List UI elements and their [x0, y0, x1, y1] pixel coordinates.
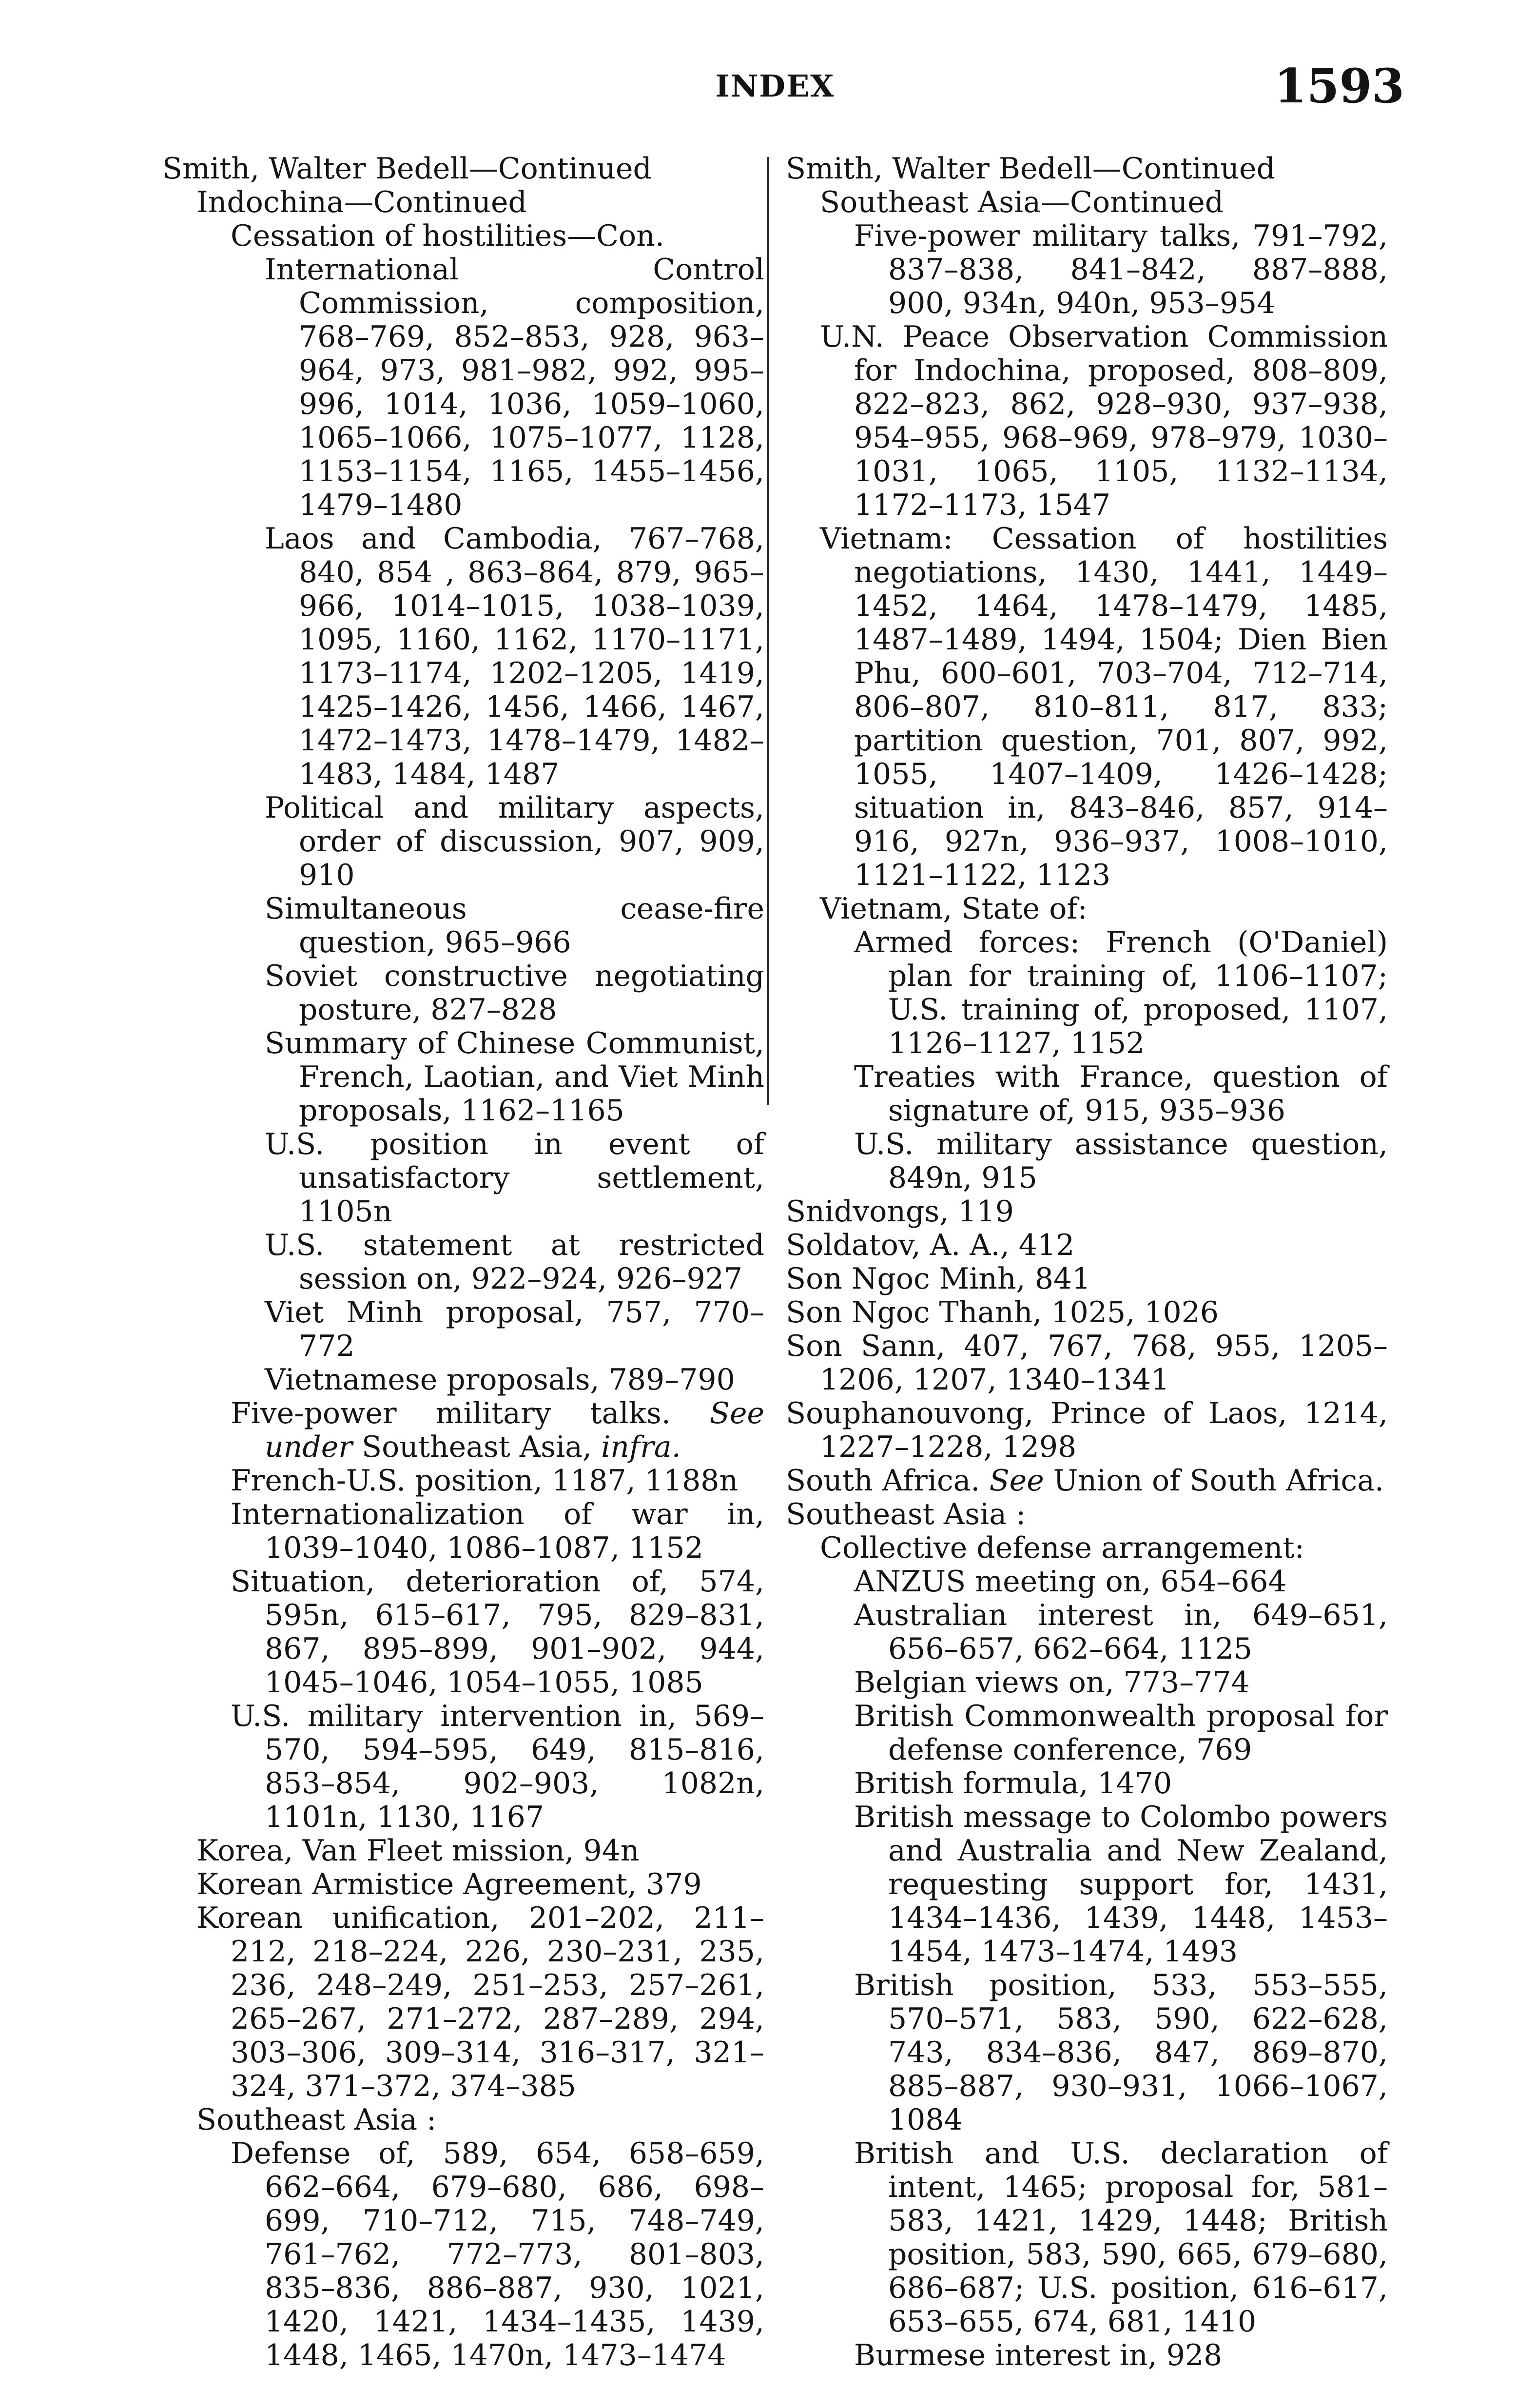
- index-entry: [162, 2137, 764, 2372]
- index-entry: [162, 1296, 764, 1363]
- index-entry: [786, 892, 1388, 926]
- index-entry: [162, 1834, 764, 1868]
- index-entry: [786, 1531, 1388, 1565]
- index-entry: [786, 186, 1388, 219]
- entry-text: Vietnamese proposals, 789–790: [265, 1363, 735, 1397]
- index-entry: [162, 1464, 764, 1498]
- index-entry: [162, 892, 764, 959]
- index-entry: [786, 1330, 1388, 1397]
- entry-text: British and U.S. declaration of intent, 1465; proposal for, 581–583, 1421, 1429, 1448; British position, 583, 590, 665, 679–680, 686–687; U.S. position, 616–617, 653–655, 674, 681, 1410: [854, 2136, 1388, 2339]
- index-entry: [786, 1767, 1388, 1801]
- entry-text: Smith, Walter Bedell—Continued: [162, 152, 652, 186]
- entry-text: U.S. statement at restricted session on, 922–924, 926–927: [265, 1228, 764, 1296]
- index-entry: [162, 1229, 764, 1296]
- entry-text: Southeast Asia :: [196, 2103, 437, 2137]
- see-infra: infra.: [601, 1430, 681, 1464]
- entry-text: Five-power military talks.: [231, 1396, 671, 1430]
- see-target: Union of South Africa.: [1053, 1464, 1384, 1498]
- entry-text: Vietnam, State of:: [820, 892, 1088, 926]
- entry-text: Internationalization of war in, 1039–1040, 1086–1087, 1152: [231, 1497, 764, 1565]
- index-entry: [786, 2339, 1388, 2372]
- index-entry: [162, 186, 764, 219]
- index-entry: [786, 1599, 1388, 1666]
- index-entry: [786, 926, 1388, 1060]
- index-entry: [162, 1397, 764, 1464]
- index-entry: [162, 1700, 764, 1834]
- index-entry: [162, 253, 764, 522]
- entry-text: Armed forces: French (O'Daniel) plan for training of, 1106–1107; U.S. training of, proposed, 1107, 1126–1127, 1152: [854, 925, 1388, 1060]
- index-entry: [786, 1498, 1388, 1531]
- index-entry: [162, 1363, 764, 1397]
- see-reference: See: [709, 1396, 764, 1430]
- entry-text: Australian interest in, 649–651, 656–657, 662–664, 1125: [854, 1598, 1388, 1666]
- index-entry: [162, 1901, 764, 2103]
- entry-text: Southeast Asia—Continued: [820, 185, 1224, 219]
- entry-text: Collective defense arrangement:: [820, 1531, 1304, 1565]
- entry-text: U.S. military intervention in, 569–570, 594–595, 649, 815–816, 853–854, 902–903, 1082n, 1101n, 1130, 1167: [231, 1699, 764, 1834]
- index-entry: [162, 522, 764, 791]
- entry-text: Son Ngoc Thanh, 1025, 1026: [786, 1295, 1219, 1330]
- index-entry: [786, 219, 1388, 320]
- index-entry: [786, 1296, 1388, 1330]
- see-under: under: [265, 1430, 352, 1464]
- entry-text: British formula, 1470: [854, 1766, 1172, 1801]
- entry-text: French-U.S. position, 1187, 1188n: [231, 1464, 739, 1498]
- index-entry: [162, 1128, 764, 1229]
- index-entry: [162, 791, 764, 892]
- index-entry: [786, 1229, 1388, 1262]
- index-entry: [786, 1262, 1388, 1296]
- index-entry: [162, 1868, 764, 1901]
- index-entry: [786, 320, 1388, 522]
- entry-text: Laos and Cambodia, 767–768, 840, 854 , 863–864, 879, 965–966, 1014–1015, 1038–1039, 1095, 1160, 1162, 1170–1171, 1173–1174, 1202–1205, 1419, 1425–1426, 1456, 1466, 1467, 1472–1473, 1478–1479, 1482–1483, 1484, 1487: [265, 522, 764, 791]
- entry-text: Summary of Chinese Communist, French, Laotian, and Viet Minh proposals, 1162–1165: [265, 1026, 764, 1128]
- index-entry: [162, 152, 764, 186]
- entry-text: Soldatov, A. A., 412: [786, 1228, 1075, 1262]
- entry-text: Treaties with France, question of signature of, 915, 935–936: [854, 1060, 1388, 1128]
- see-reference: See: [989, 1464, 1044, 1498]
- see-target: Southeast Asia,: [361, 1430, 592, 1464]
- entry-text: Souphanouvong, Prince of Laos, 1214, 1227–1228, 1298: [786, 1396, 1388, 1464]
- entry-text: Korea, Van Fleet mission, 94n: [196, 1834, 640, 1868]
- index-entry: [786, 1195, 1388, 1229]
- entry-text: Soviet constructive negotiating posture, 827–828: [265, 959, 764, 1027]
- entry-text: Indochina—Continued: [196, 185, 527, 219]
- entry-text: Belgian views on, 773–774: [854, 1665, 1250, 1700]
- page-number: 1593: [1274, 59, 1404, 114]
- entry-text: Southeast Asia :: [786, 1497, 1026, 1531]
- entry-text: Smith, Walter Bedell—Continued: [786, 152, 1275, 186]
- column-divider: [767, 157, 769, 1105]
- entry-text: South Africa.: [786, 1464, 980, 1498]
- entry-text: Cessation of hostilities—Con.: [231, 219, 664, 253]
- entry-text: Snidvongs, 119: [786, 1194, 1014, 1229]
- entry-text: ANZUS meeting on, 654–664: [854, 1565, 1287, 1599]
- entry-text: U.S. military assistance question, 849n, 915: [854, 1127, 1388, 1195]
- entry-text: Korean Armistice Agreement, 379: [196, 1867, 702, 1901]
- index-entry: [162, 959, 764, 1027]
- entry-text: Defense of, 589, 654, 658–659, 662–664, 679–680, 686, 698–699, 710–712, 715, 748–749, 761–762, 772–773, 801–803, 835–836, 886–887, 930, 1021, 1420, 1421, 1434–1435, 1439, 1448, 1465, 1470n, 1473–1474: [231, 2136, 764, 2372]
- index-entry: [786, 1801, 1388, 1969]
- index-entry: [162, 1565, 764, 1700]
- index-entry: [162, 1498, 764, 1565]
- left-column: [162, 152, 764, 2372]
- entry-text: Burmese interest in, 928: [854, 2338, 1223, 2372]
- entry-text: Korean unification, 201–202, 211–212, 218–224, 226, 230–231, 235, 236, 248–249, 251–253, 257–261, 265–267, 271–272, 287–289, 294, 303–306, 309–314, 316–317, 321–324, 371–372, 374–385: [196, 1901, 764, 2103]
- entry-text: U.N. Peace Observation Commission for Indochina, proposed, 808–809, 822–823, 862, 928–930, 937–938, 954–955, 968–969, 978–979, 1030–1031, 1065, 1105, 1132–1134, 1172–1173, 1547: [820, 320, 1388, 522]
- right-column: [786, 152, 1388, 2372]
- entry-text: U.S. position in event of unsatisfactory settlement, 1105n: [265, 1127, 764, 1229]
- index-entry: [786, 1565, 1388, 1599]
- index-entry: [162, 1027, 764, 1128]
- entry-text: Political and military aspects, order of discussion, 907, 909, 910: [265, 791, 764, 892]
- entry-text: Simultaneous cease-fire question, 965–966: [265, 892, 764, 959]
- index-entry: [786, 1969, 1388, 2137]
- entry-text: Situation, deterioration of, 574, 595n, 615–617, 795, 829–831, 867, 895–899, 901–902, 944, 1045–1046, 1054–1055, 1085: [231, 1565, 764, 1700]
- entry-text: Viet Minh proposal, 757, 770–772: [265, 1295, 764, 1363]
- index-entry: [162, 2103, 764, 2137]
- index-entry: [786, 1128, 1388, 1195]
- index-entry: [786, 152, 1388, 186]
- entry-text: Son Sann, 407, 767, 768, 955, 1205–1206, 1207, 1340–1341: [786, 1329, 1388, 1397]
- index-entry: [786, 1397, 1388, 1464]
- entry-text: Vietnam: Cessation of hostilities negotiations, 1430, 1441, 1449–1452, 1464, 1478–1479, 1485, 1487–1489, 1494, 1504; Dien Bien Phu, 600–601, 703–704, 712–714, 806–807, 810–811, 817, 833; partition question, 701, 807, 992, 1055, 1407–1409, 1426–1428; situation in, 843–846, 857, 914–916, 927n, 936–937, 1008–1010, 1121–1122, 1123: [820, 522, 1388, 892]
- entry-text: British Commonwealth proposal for defense conference, 769: [854, 1699, 1388, 1767]
- index-entry: [786, 2137, 1388, 2339]
- entry-text: British position, 533, 553–555, 570–571, 583, 590, 622–628, 743, 834–836, 847, 869–870, 885–887, 930–931, 1066–1067, 1084: [854, 1968, 1388, 2137]
- entry-text: International Control Commission, composition, 768–769, 852–853, 928, 963–964, 973, 981–982, 992, 995–996, 1014, 1036, 1059–1060, 1065–1066, 1075–1077, 1128, 1153–1154, 1165, 1455–1456, 1479–1480: [265, 253, 764, 522]
- index-entry: [786, 1464, 1388, 1498]
- entry-text: Five-power military talks, 791–792, 837–838, 841–842, 887–888, 900, 934n, 940n, 953–954: [854, 219, 1388, 320]
- index-entry: [786, 1666, 1388, 1700]
- index-entry: [162, 219, 764, 253]
- running-title: INDEX: [715, 68, 835, 104]
- index-entry: [786, 1700, 1388, 1767]
- entry-text: British message to Colombo powers and Australia and New Zealand, requesting support for, 1431, 1434–1436, 1439, 1448, 1453–1454, 1473–1474, 1493: [854, 1800, 1388, 1969]
- index-entry: [786, 522, 1388, 892]
- index-entry: [786, 1060, 1388, 1128]
- entry-text: Son Ngoc Minh, 841: [786, 1262, 1091, 1296]
